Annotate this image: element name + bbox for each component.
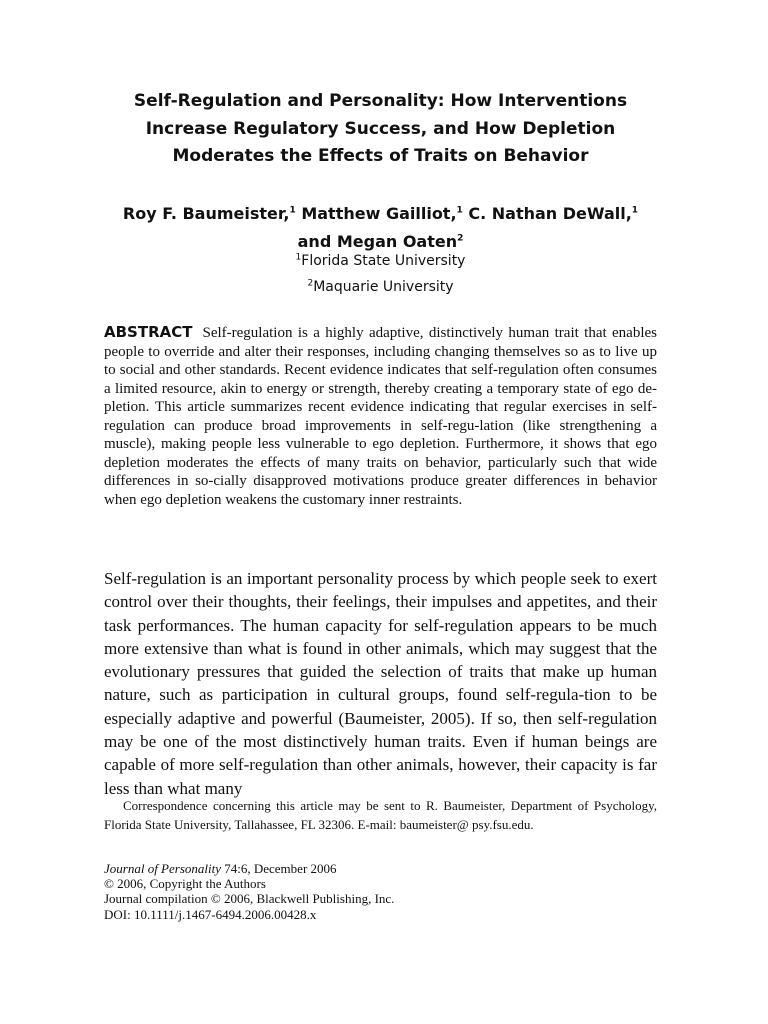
journal-name: Journal of Personality — [104, 861, 221, 876]
abstract-text: Self-regulation is a highly adaptive, distinctively human trait that enables people to override and alter their responses, including changing themselves so as to live up to social and other standards. Recent evidence indicates that self-regulation often consumes a limited resource, akin to energy or strength, thereby creating a temporary state of ego de-pletion. This article summarizes recent evidence indicating that regular exercises in self-regulation can produce broad improvements in self-regu-lation (like strengthening a muscle), making people less vulnerable to ego depletion. Furthermore, it shows that ego depletion moderates the effects of many traits on behavior, particularly such that wide differences in so-cially disapproved motivations produce greater differences in behavior when ego depletion weakens the customary inner restraints. — [104, 325, 657, 508]
title-line: Increase Regulatory Success, and How Depletion — [145, 118, 616, 139]
journal-info — [104, 861, 657, 922]
author-name: and Megan Oaten — [297, 232, 458, 251]
journal-citation — [104, 861, 657, 876]
author-line — [104, 200, 657, 228]
affiliation — [104, 279, 657, 295]
affiliation — [104, 253, 657, 269]
abstract-label: ABSTRACT — [104, 323, 193, 341]
author-list — [104, 200, 657, 256]
author-name: Roy F. Baumeister, — [122, 204, 290, 223]
author-line — [104, 228, 657, 256]
author-name: Matthew Gailliot, — [295, 204, 457, 223]
title-line: Moderates the Effects of Traits on Behavior — [172, 146, 589, 166]
title-line: Self-Regulation and Personality: How Interventions — [133, 91, 628, 111]
author-name: C. Nathan DeWall, — [462, 204, 632, 223]
affiliation-name: Florida State University — [301, 253, 466, 269]
journal-issue: 74:6, December 2006 — [221, 861, 337, 876]
affiliation-name: Maquarie University — [313, 279, 454, 295]
author-affil-mark: 1 — [456, 205, 463, 216]
compilation-line: Journal compilation © 2006, Blackwell Publishing, Inc. — [104, 891, 395, 907]
author-affil-mark: 1 — [631, 205, 639, 216]
copyright-line: © 2006, Copyright the Authors — [104, 876, 266, 892]
affiliation-mark: 2 — [307, 278, 314, 289]
author-affil-mark: 1 — [289, 205, 296, 216]
correspondence-footnote: Correspondence concerning this article may be sent to R. Baumeister, Department of Psychology, Florida State University, Tallahassee, FL 32306. E-mail: baumeister@ psy.fsu.edu. — [104, 798, 657, 832]
abstract — [104, 323, 657, 509]
author-affil-mark: 2 — [457, 233, 464, 244]
affiliation-mark: 1 — [295, 252, 302, 263]
body-paragraph: Self-regulation is an important personality process by which people seek to exert control over their thoughts, their feelings, their impulses and appetites, and their task performances. The human capacity for self-regulation appears to be much more extensive than what is found in other animals, which may suggest that the evolutionary pressures that guided the selection of traits that make up human nature, such as participation in cultural groups, found self-regula-tion to be especially adaptive and powerful (Baumeister, 2005). If so, then self-regulation may be one of the most distinctively human traits. Even if human beings are capable of more self-regulation than other animals, however, their capacity is far less than what many — [104, 569, 657, 798]
doi-line: DOI: 10.1111/j.1467-6494.2006.00428.x — [104, 906, 317, 922]
article-title — [104, 88, 657, 171]
